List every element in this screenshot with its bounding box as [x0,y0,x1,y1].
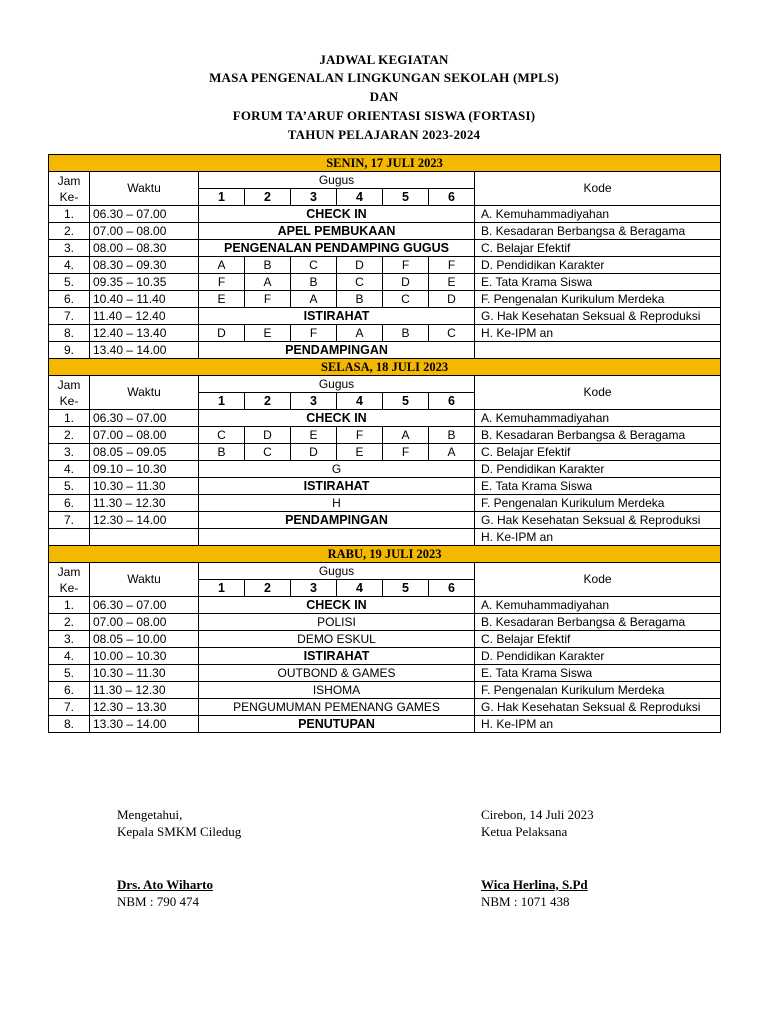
doc-title-line4: FORUM TA’ARUF ORIENTASI SISWA (FORTASI) [232,108,536,123]
schedule-row [49,291,721,308]
gugus-number: 5 [383,393,429,410]
gugus-number: 4 [337,580,383,597]
gugus-cell: B [383,325,429,342]
kode-cell: G. Hak Kesehatan Seksual & Reproduksi [475,308,721,325]
gugus-number: 2 [245,189,291,206]
row-number: 2. [49,223,90,240]
gugus-cell: A [337,325,383,342]
gugus-number: 6 [429,393,475,410]
col-gugus: Gugus [199,563,475,580]
schedule-row [49,223,721,240]
row-time: 10.30 – 11.30 [90,478,199,495]
gugus-cell: B [291,274,337,291]
gugus-number: 3 [291,393,337,410]
gugus-cell: A [199,257,245,274]
gugus-cell: F [429,257,475,274]
activity-cell: PENDAMPINGAN [199,342,475,359]
row-time [90,529,199,546]
activity-cell: PENGUMUMAN PEMENANG GAMES [199,699,475,716]
sig-left-name: Drs. Ato Wiharto [117,877,213,892]
kode-cell: C. Belajar Efektif [475,631,721,648]
schedule-row [49,410,721,427]
kode-cell: A. Kemuhammadiyahan [475,597,721,614]
activity-cell: G [199,461,475,478]
row-time: 09.10 – 10.30 [90,461,199,478]
gugus-number: 2 [245,393,291,410]
schedule-row [49,614,721,631]
gugus-number: 4 [337,189,383,206]
activity-cell: PENUTUPAN [199,716,475,733]
activity-cell: ISHOMA [199,682,475,699]
row-number: 7. [49,512,90,529]
gugus-cell: E [429,274,475,291]
row-number: 1. [49,206,90,223]
sig-left-nbm: NBM : 790 474 [117,894,199,909]
activity-cell: DEMO ESKUL [199,631,475,648]
gugus-number: 1 [199,189,245,206]
kode-cell: D. Pendidikan Karakter [475,461,721,478]
row-time: 12.30 – 14.00 [90,512,199,529]
schedule-row [49,342,721,359]
kode-cell: F. Pengenalan Kurikulum Merdeka [475,495,721,512]
schedule-row [49,308,721,325]
activity-cell: PENGENALAN PENDAMPING GUGUS [199,240,475,257]
gugus-cell: B [245,257,291,274]
activity-cell: ISTIRAHAT [199,478,475,495]
gugus-cell: F [383,444,429,461]
row-number: 8. [49,716,90,733]
kode-cell: C. Belajar Efektif [475,240,721,257]
kode-cell: D. Pendidikan Karakter [475,257,721,274]
gugus-cell: C [429,325,475,342]
schedule-row [49,427,721,444]
gugus-cell: E [199,291,245,308]
kode-cell: E. Tata Krama Siswa [475,478,721,495]
row-number: 7. [49,699,90,716]
row-time: 07.00 – 08.00 [90,427,199,444]
sig-left-line2: Kepala SMKM Ciledug [117,824,242,839]
activity-cell: APEL PEMBUKAAN [199,223,475,240]
row-number: 5. [49,274,90,291]
row-time: 06.30 – 07.00 [90,206,199,223]
gugus-cell: F [245,291,291,308]
row-time: 11.40 – 12.40 [90,308,199,325]
activity-cell: OUTBOND & GAMES [199,665,475,682]
kode-cell: H. Ke-IPM an [475,529,721,546]
row-time: 12.40 – 13.40 [90,325,199,342]
kode-cell: H. Ke-IPM an [475,325,721,342]
day-title: SENIN, 17 JULI 2023 [49,155,721,172]
column-header-row [49,563,721,580]
row-number: 4. [49,257,90,274]
col-kode: Kode [475,376,721,410]
gugus-cell: A [245,274,291,291]
kode-cell [475,342,721,359]
schedule-table [48,154,721,733]
row-number: 6. [49,495,90,512]
kode-cell: E. Tata Krama Siswa [475,665,721,682]
gugus-cell: B [429,427,475,444]
sig-right-name: Wica Herlina, S.Pd [481,877,588,892]
row-number: 5. [49,665,90,682]
gugus-cell: E [337,444,383,461]
schedule-row [49,495,721,512]
row-time: 08.30 – 09.30 [90,257,199,274]
row-number: 1. [49,597,90,614]
activity-cell: H [199,495,475,512]
gugus-cell: C [337,274,383,291]
gugus-number: 5 [383,189,429,206]
gugus-number: 3 [291,580,337,597]
col-waktu: Waktu [90,376,199,410]
activity-cell: ISTIRAHAT [199,648,475,665]
row-time: 07.00 – 08.00 [90,223,199,240]
day-title: SELASA, 18 JULI 2023 [49,359,721,376]
row-number: 2. [49,614,90,631]
sig-right-line2: Ketua Pelaksana [481,824,568,839]
gugus-cell: A [291,291,337,308]
signature-right [481,806,594,910]
gugus-cell: A [429,444,475,461]
gugus-cell: D [245,427,291,444]
activity-cell: CHECK IN [199,597,475,614]
kode-cell: F. Pengenalan Kurikulum Merdeka [475,682,721,699]
activity-cell: CHECK IN [199,206,475,223]
row-time: 07.00 – 08.00 [90,614,199,631]
col-jam: Jam Ke- [49,563,90,597]
schedule-row [49,699,721,716]
schedule-row [49,206,721,223]
day-header-row [49,359,721,376]
sig-left-line1: Mengetahui, [117,807,183,822]
day-header-row [49,546,721,563]
gugus-number: 1 [199,393,245,410]
gugus-cell: C [245,444,291,461]
kode-cell: A. Kemuhammadiyahan [475,410,721,427]
gugus-cell: B [199,444,245,461]
row-number: 8. [49,325,90,342]
row-time: 10.00 – 10.30 [90,648,199,665]
row-number: 5. [49,478,90,495]
gugus-number: 5 [383,580,429,597]
row-number: 1. [49,410,90,427]
schedule-row [49,682,721,699]
kode-cell: C. Belajar Efektif [475,444,721,461]
kode-cell: A. Kemuhammadiyahan [475,206,721,223]
row-time: 09.35 – 10.35 [90,274,199,291]
gugus-number: 1 [199,580,245,597]
gugus-cell: C [383,291,429,308]
kode-cell: G. Hak Kesehatan Seksual & Reproduksi [475,512,721,529]
gugus-cell: B [337,291,383,308]
row-time: 08.05 – 09.05 [90,444,199,461]
row-time: 06.30 – 07.00 [90,410,199,427]
schedule-row [49,325,721,342]
kode-cell: E. Tata Krama Siswa [475,274,721,291]
day-title: RABU, 19 JULI 2023 [49,546,721,563]
row-number: 9. [49,342,90,359]
schedule-row [49,648,721,665]
row-time: 12.30 – 13.30 [90,699,199,716]
activity-cell: ISTIRAHAT [199,308,475,325]
doc-title-line5: TAHUN PELAJARAN 2023-2024 [287,127,481,142]
schedule-row [49,631,721,648]
row-number: 4. [49,461,90,478]
col-jam: Jam Ke- [49,172,90,206]
row-number: 7. [49,308,90,325]
row-time: 10.40 – 11.40 [90,291,199,308]
schedule-row [49,665,721,682]
kode-cell: F. Pengenalan Kurikulum Merdeka [475,291,721,308]
sig-right-nbm: NBM : 1071 438 [481,894,570,909]
kode-cell: H. Ke-IPM an [475,716,721,733]
row-time: 06.30 – 07.00 [90,597,199,614]
doc-title-line2: MASA PENGENALAN LINGKUNGAN SEKOLAH (MPLS) [209,70,559,85]
gugus-cell: D [429,291,475,308]
gugus-cell: F [199,274,245,291]
gugus-number: 6 [429,189,475,206]
column-header-row [49,376,721,393]
row-time: 11.30 – 12.30 [90,495,199,512]
gugus-number: 4 [337,393,383,410]
schedule-row [49,512,721,529]
schedule-row [49,444,721,461]
gugus-number: 6 [429,580,475,597]
col-jam: Jam Ke- [49,376,90,410]
col-gugus: Gugus [199,172,475,189]
activity-cell: POLISI [199,614,475,631]
schedule-row [49,478,721,495]
activity-cell [199,529,475,546]
signature-left [117,806,241,910]
column-header-row [49,172,721,189]
gugus-cell: D [199,325,245,342]
gugus-number: 2 [245,580,291,597]
row-time: 08.05 – 10.00 [90,631,199,648]
schedule-row [49,529,721,546]
gugus-cell: F [291,325,337,342]
sig-right-line1: Cirebon, 14 Juli 2023 [481,807,594,822]
row-time: 11.30 – 12.30 [90,682,199,699]
col-kode: Kode [475,563,721,597]
gugus-cell: D [383,274,429,291]
col-waktu: Waktu [90,563,199,597]
schedule-row [49,716,721,733]
gugus-cell: F [337,427,383,444]
row-number: 3. [49,631,90,648]
gugus-cell: D [291,444,337,461]
kode-cell: D. Pendidikan Karakter [475,648,721,665]
schedule-row [49,597,721,614]
kode-cell: B. Kesadaran Berbangsa & Beragama [475,223,721,240]
row-number: 6. [49,291,90,308]
activity-cell: PENDAMPINGAN [199,512,475,529]
col-kode: Kode [475,172,721,206]
schedule-row [49,240,721,257]
row-number: 2. [49,427,90,444]
kode-cell: G. Hak Kesehatan Seksual & Reproduksi [475,699,721,716]
doc-title-line3: DAN [369,89,399,104]
col-gugus: Gugus [199,376,475,393]
gugus-cell: D [337,257,383,274]
kode-cell: B. Kesadaran Berbangsa & Beragama [475,614,721,631]
schedule-row [49,257,721,274]
day-header-row [49,155,721,172]
gugus-cell: A [383,427,429,444]
row-number: 3. [49,240,90,257]
gugus-number: 3 [291,189,337,206]
row-number: 6. [49,682,90,699]
row-number: 3. [49,444,90,461]
row-time: 08.00 – 08.30 [90,240,199,257]
gugus-cell: E [245,325,291,342]
row-time: 10.30 – 11.30 [90,665,199,682]
row-number: 4. [49,648,90,665]
kode-cell: B. Kesadaran Berbangsa & Beragama [475,427,721,444]
row-number [49,529,90,546]
row-time: 13.40 – 14.00 [90,342,199,359]
gugus-cell: E [291,427,337,444]
row-time: 13.30 – 14.00 [90,716,199,733]
schedule-row [49,461,721,478]
gugus-cell: C [291,257,337,274]
activity-cell: CHECK IN [199,410,475,427]
doc-title-line1: JADWAL KEGIATAN [319,52,449,67]
gugus-cell: C [199,427,245,444]
schedule-row [49,274,721,291]
col-waktu: Waktu [90,172,199,206]
gugus-cell: F [383,257,429,274]
